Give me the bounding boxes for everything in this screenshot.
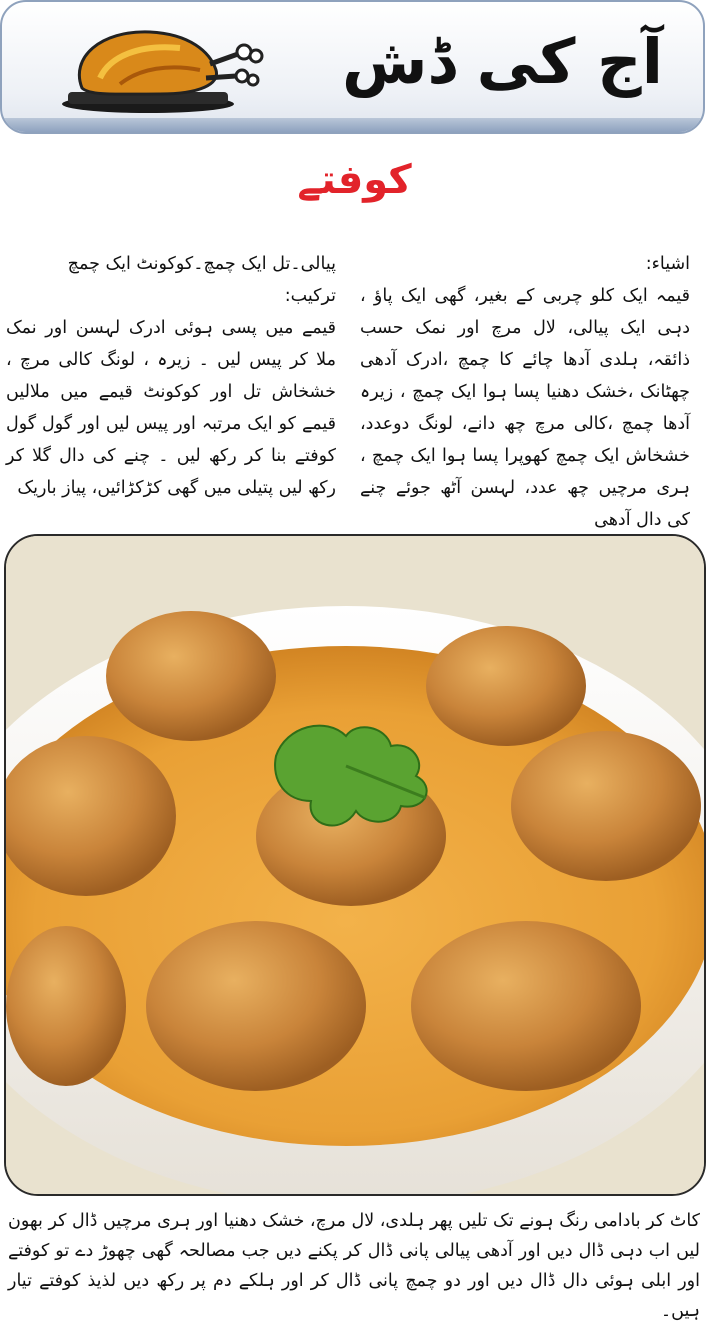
method-column: [6, 248, 336, 504]
kofta-curry-illustration: [6, 536, 706, 1196]
method-heading: ترکیب:: [284, 286, 336, 306]
header-title: آج کی ڈش: [341, 25, 663, 98]
ingredients-text: قیمہ ایک کلو چربی کے بغیر، گھی ایک پاؤ ، دہی ایک پیالی، لال مرچ اور نمک حسب ذائقہ، ہلدی آدھا چائے کا چمچ ،ادرک آدھی چھٹانک ،خشک دھنیا پسا ہوا ایک چمچ ، زیرہ آدھا چمچ ،کالی مرچ چھ دانے، لونگ دوعدد، خشخاش ایک چمچ کھوپرا پسا ہوا ایک چمچ ، ہری مرچیں چھ عدد، لہسن آٹھ جوئے چنے کی دال آدھی: [360, 286, 690, 530]
ingredients-heading: اشیاء:: [645, 254, 690, 274]
kofta-curry-bowl-photo: [4, 534, 706, 1196]
ingredients-column: [360, 248, 690, 536]
method-text-continued: کاٹ کر بادامی رنگ ہونے تک تلیں پھر ہلدی، لال مرچ، خشک دھنیا اور ہری مرچیں ڈال کر بھون لیں اب دہی ڈال دیں اور آدھی پیالی پانی ڈال کر پکنے دیں جب مصالحہ گھی چھوڑ دے تو کوفتے اور ابلی ہوئی دال ڈال دیں اور دو چمچ پانی ڈال کر اور ہلکے دم پر رکھ دیں لذیذ کوفتے تیار ہیں۔: [8, 1211, 700, 1321]
roast-chicken-platter-icon: [60, 18, 270, 116]
dish-title: کوفتے: [297, 157, 412, 203]
header-band: [2, 118, 703, 132]
ingredients-continued: پیالی۔تل ایک چمچ۔کوکونٹ ایک چمچ: [67, 254, 336, 274]
method-text: قیمے میں پسی ہوئی ادرک لہسن اور نمک ملا کر پیس لیں ۔ زیرہ ، لونگ کالی مرچ ، خشخاش تل اور کوکونٹ قیمے میں ملالیں قیمے کو ایک مرتبہ اور پیس لیں اور گول گول کوفتے بنا کر رکھ لیں ۔ چنے کی دال گلا کر رکھ لیں پتیلی میں گھی کڑکڑائیں، پیاز باریک: [6, 318, 336, 498]
header-banner: [0, 0, 705, 134]
